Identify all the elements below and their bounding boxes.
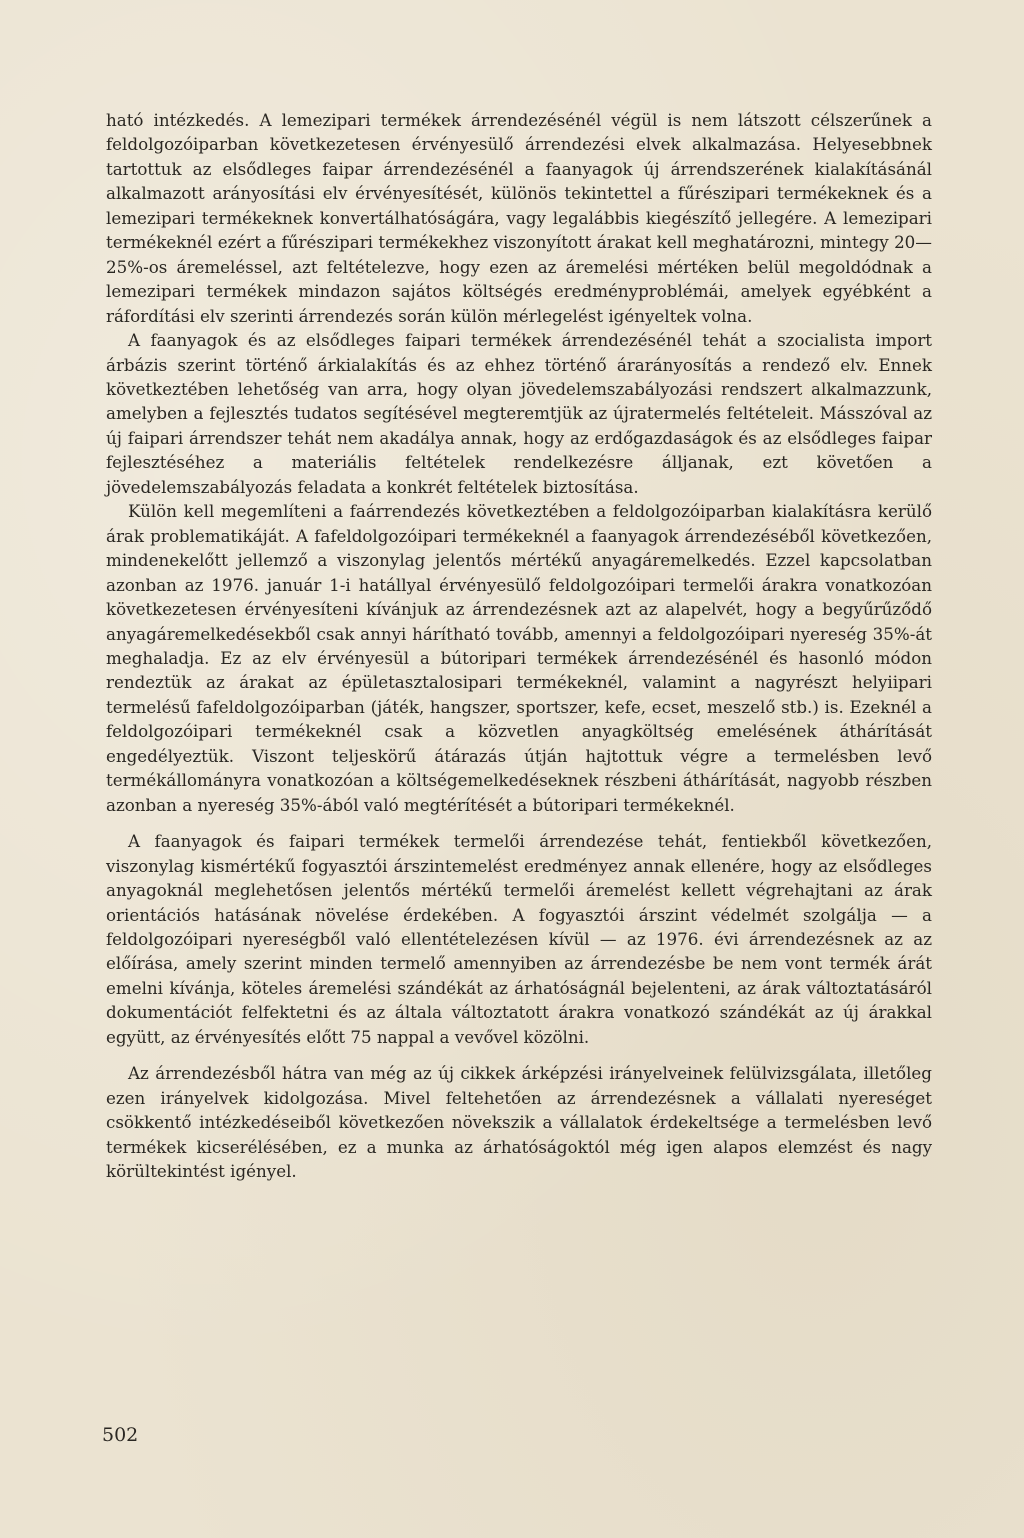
- body-text: [106, 108, 932, 1183]
- page-number: 502: [102, 1424, 139, 1446]
- paragraph-1: ható intézkedés. A lemezipari termékek árrendezésénél végül is nem látszott célszerűnek a feldolgozóiparban következetesen érvényesülő árrendezési elvek alkalmazása. Helyesebbnek tartottuk az elsődleges faipar árrendezésénél a faanyagok új árrendszerének kialakításánál alkalmazott arányosítási elv érvényesítését, különös tekintettel a fűrészipari termékeknek és a lemezipari termékeknek konvertálhatóságára, vagy legalábbis kiegészítő jellegére. A lemezipari termékeknél ezért a fűrészipari termékekhez viszonyított árakat kell meghatározni, mintegy 20—25%-os áremeléssel, azt feltételezve, hogy ezen az áremelési mértéken belül megoldódnak a lemezipari termékek mindazon sajátos költségés eredményproblémái, amelyek egyébként a ráfordítási elv szerinti árrendezés során külön mérlegelést igényeltek volna.: [106, 110, 932, 326]
- paragraph-4: A faanyagok és faipari termékek termelői árrendezése tehát, fentiekből következően, viszonylag kismértékű fogyasztói árszintemelést eredményez annak ellenére, hogy az elsődleges anyagoknál meglehetősen jelentős mértékű termelői áremelést kellett végrehajtani az árak orientációs hatásának növelése érdekében. A fogyasztói árszint védelmét szolgálja — a feldolgozóipari nyereségből való ellentételezésen kívül — az 1976. évi árrendezésnek az az előírása, amely szerint minden termelő amennyiben az árrendezésbe be nem vont termék árát emelni kívánja, köteles áremelési szándékát az árhatóságnál bejelenteni, az árak változtatásáról dokumentációt felfektetni és az általa változtatott árakra vonatkozó szándékát az új árakkal együtt, az érvényesítés előtt 75 nappal a vevővel közölni.: [106, 831, 932, 1047]
- paragraph-2: A faanyagok és az elsődleges faipari termékek árrendezésénél tehát a szocialista import árbázis szerint történő árkialakítás és az ehhez történő árarányosítás a rendező elv. Ennek következtében lehetőség van arra, hogy olyan jövedelemszabályozási rendszert alkalmazzunk, amelyben a fejlesztés tudatos segítésével megteremtjük az újratermelés feltételeit. Másszóval az új faipari árrendszer tehát nem akadálya annak, hogy az erdőgazdaságok és az elsődleges faipar fejlesztéséhez a materiális feltételek rendelkezésre álljanak, ezt követően a jövedelemszabályozás feladata a konkrét feltételek biztosítása.: [106, 330, 932, 497]
- paragraph-5: Az árrendezésből hátra van még az új cikkek árképzési irányelveinek felülvizsgálata, illetőleg ezen irányelvek kidolgozása. Mivel feltehetően az árrendezésnek a vállalati nyereséget csökkentő intézkedéseiből következően növekszik a vállalatok érdekeltsége a termelésben levő termékek kicserélésében, ez a munka az árhatóságoktól még igen alapos elemzést és nagy körültekintést igényel.: [106, 1063, 932, 1182]
- paragraph-3: Külön kell megemlíteni a faárrendezés következtében a feldolgozóiparban kialakításra kerülő árak problematikáját. A fafeldolgozóipari termékeknél a faanyagok árrendezéséből következően, mindenekelőtt jellemző a viszonylag jelentős mértékű anyagáremelkedés. Ezzel kapcsolatban azonban az 1976. január 1-i hatállyal érvényesülő feldolgozóipari termelői árakra vonatkozóan következetesen érvényesíteni kívánjuk az árrendezésnek azt az alapelvét, hogy a begyűrűződő anyagáremelkedésekből csak annyi hárítható tovább, amennyi a feldolgozóipari nyereség 35%-át meghaladja. Ez az elv érvényesül a bútoripari termékek árrendezésénél és hasonló módon rendeztük az árakat az épületasztalosipari termékeknél, valamint a nagyrészt helyiipari termelésű fafeldolgozóiparban (játék, hangszer, sportszer, kefe, ecset, meszelő stb.) is. Ezeknél a feldolgozóipari termékeknél csak a közvetlen anyagköltség emelésének áthárítását engedélyeztük. Viszont teljeskörű átárazás útján hajtottuk végre a termelésben levő termékállományra vonatkozóan a költségemelkedéseknek részbeni áthárítását, nagyobb részben azonban a nyereség 35%-ából való megtérítését a bútoripari termékeknél.: [106, 501, 932, 815]
